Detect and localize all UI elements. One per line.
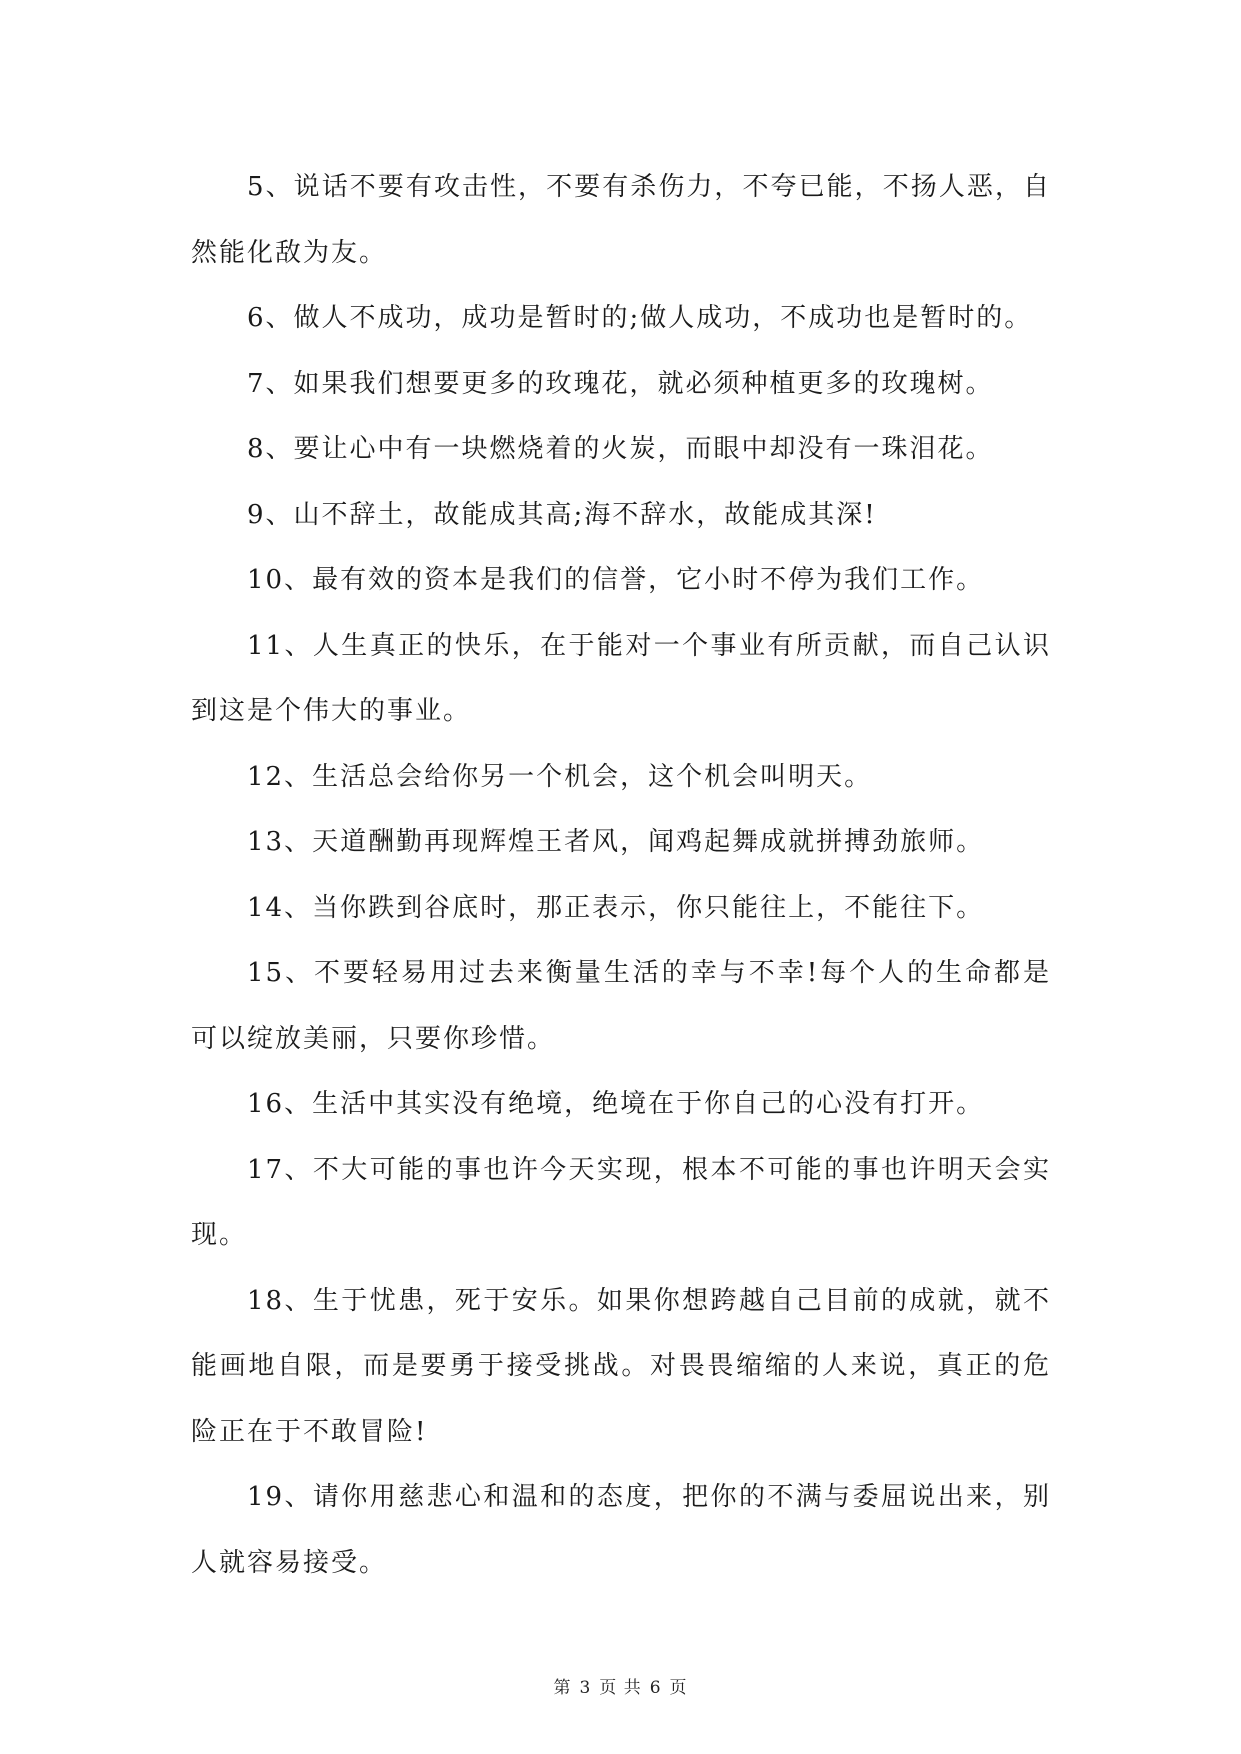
paragraph-14: 14、当你跌到谷底时，那正表示，你只能往上，不能往下。 [247, 892, 985, 923]
page-footer [0, 1673, 1241, 1698]
paragraph-11: 11、人生真正的快乐，在于能对一个事业有所贡献，而自己认识到这是个伟大的事业。 [191, 630, 1051, 726]
paragraph-15: 15、不要轻易用过去来衡量生活的幸与不幸!每个人的生命都是可以绽放美丽，只要你珍惜。 [191, 958, 1051, 1054]
footer-middle: 页 共 [599, 1678, 642, 1698]
footer-total-pages: 6 [649, 1678, 662, 1698]
paragraph-10: 10、最有效的资本是我们的信誉，它小时不停为我们工作。 [247, 565, 985, 595]
document-body [191, 155, 1051, 1596]
paragraph-5: 5、说话不要有攻击性，不要有杀伤力，不夸已能，不扬人恶，自然能化敌为友。 [191, 172, 1051, 268]
paragraph-9: 9、山不辞土，故能成其高;海不辞水，故能成其深! [247, 499, 877, 530]
paragraph-13: 13、天道酬勤再现辉煌王者风，闻鸡起舞成就拼搏劲旅师。 [247, 827, 985, 857]
paragraph-12: 12、生活总会给你另一个机会，这个机会叫明天。 [247, 761, 873, 792]
paragraph-8: 8、要让心中有一块燃烧着的火炭，而眼中却没有一珠泪花。 [247, 434, 994, 464]
footer-current-page: 3 [579, 1678, 592, 1698]
paragraph-18: 18、生于忧患，死于安乐。如果你想跨越自己目前的成就，就不能画地自限，而是要勇于接受挑战。对畏畏缩缩的人来说，真正的危险正在于不敢冒险! [191, 1285, 1051, 1447]
paragraph-17: 17、不大可能的事也许今天实现，根本不可能的事也许明天会实现。 [191, 1154, 1051, 1250]
footer-suffix: 页 [669, 1678, 688, 1698]
paragraph-19: 19、请你用慈悲心和温和的态度，把你的不满与委屈说出来，别人就容易接受。 [191, 1482, 1051, 1578]
paragraph-6: 6、做人不成功，成功是暂时的;做人成功，不成功也是暂时的。 [247, 303, 1033, 333]
paragraph-7: 7、如果我们想要更多的玫瑰花，就必须种植更多的玫瑰树。 [247, 368, 994, 399]
footer-prefix: 第 [553, 1678, 572, 1698]
paragraph-16: 16、生活中其实没有绝境，绝境在于你自己的心没有打开。 [247, 1089, 985, 1119]
